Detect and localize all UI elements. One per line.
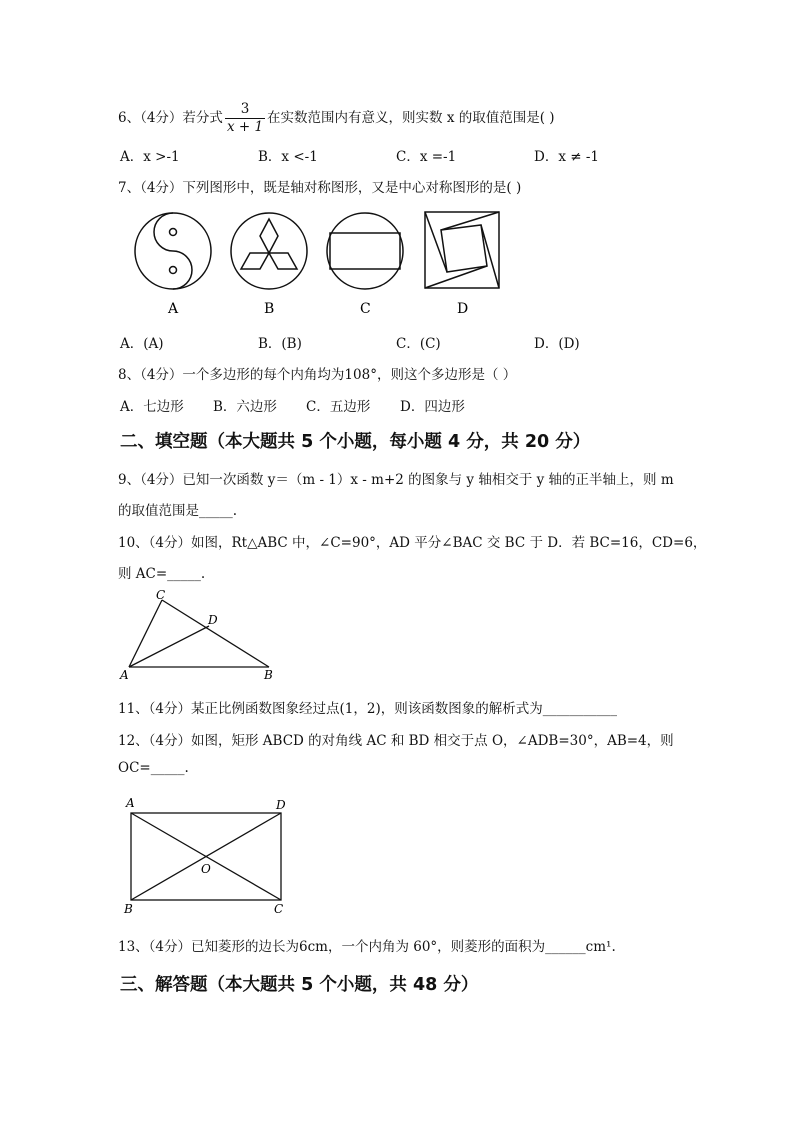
q6-option-c: C．x =-1 xyxy=(396,149,457,165)
q6-option-a: A．x >-1 xyxy=(120,149,180,165)
fraction xyxy=(225,101,265,136)
q7-option-a: A．(A) xyxy=(120,336,164,352)
q7-option-c: C．(C) xyxy=(396,336,441,352)
question-13: 13、（4分）已知菱形的边长为6cm，一个内角为 60°，则菱形的面积为______cm¹. xyxy=(118,939,616,955)
question-11: 11、（4分）某正比例函数图象经过点(1，2)，则该函数图象的解析式为___________ xyxy=(118,701,617,717)
question-6 xyxy=(118,101,555,136)
q7-option-b: B．(B) xyxy=(258,336,302,352)
label-d: D xyxy=(276,798,286,812)
figure-c-rectangle-in-circle xyxy=(327,213,403,289)
figure-label-c: C xyxy=(360,301,371,317)
question-10-line2: 则 AC=_____. xyxy=(118,566,206,582)
question-10-line1: 10、（4分）如图，Rt△ABC 中，∠C=90°，AD 平分∠BAC 交 BC 于 D．若 BC=16，CD=6， xyxy=(118,535,707,551)
q6-option-d: D．x ≠ -1 xyxy=(534,149,599,165)
question-9-line2: 的取值范围是_____. xyxy=(118,503,238,519)
label-a: A xyxy=(126,796,135,810)
fraction-numerator: 3 xyxy=(225,101,265,119)
q7-figures xyxy=(125,205,515,320)
figure-d-nested-squares xyxy=(425,212,499,288)
q6-option-b: B．x <-1 xyxy=(258,149,318,165)
q10-triangle-figure xyxy=(118,588,278,683)
q7-option-d: D．(D) xyxy=(534,336,580,352)
section-3-heading: 三、解答题（本大题共 5 个小题，共 48 分） xyxy=(120,975,479,995)
label-c: C xyxy=(156,588,166,602)
question-6-suffix: 在实数范围内有意义，则实数 x 的取值范围是( ) xyxy=(267,110,555,126)
label-o: O xyxy=(201,862,211,876)
question-6-prefix: 6、（4分）若分式 xyxy=(118,110,223,126)
q8-option-c: C．五边形 xyxy=(306,399,371,415)
figure-label-d: D xyxy=(457,301,469,317)
question-9-line1: 9、（4分）已知一次函数 y＝（m - 1）x - m+2 的图象与 y 轴相交于 y 轴的正半轴上，则 m xyxy=(118,472,674,488)
side-cb xyxy=(162,600,269,667)
label-a: A xyxy=(120,668,129,682)
figure-b-three-rhombi xyxy=(231,213,307,289)
question-7: 7、（4分）下列图形中，既是轴对称图形，又是中心对称图形的是( ) xyxy=(118,180,522,196)
question-8: 8、（4分）一个多边形的每个内角均为108°，则这个多边形是（ ） xyxy=(118,367,517,383)
figure-label-a: A xyxy=(168,301,179,317)
q8-option-b: B．六边形 xyxy=(213,399,277,415)
label-d: D xyxy=(208,613,218,627)
bisector-ad xyxy=(129,626,209,667)
fraction-denominator: x + 1 xyxy=(226,119,264,135)
figure-a-yin-yang xyxy=(135,213,211,289)
question-12-line2: OC=_____. xyxy=(118,760,189,776)
side-ac xyxy=(129,600,162,667)
q8-option-d: D．四边形 xyxy=(400,399,465,415)
question-12-line1: 12、（4分）如图，矩形 ABCD 的对角线 AC 和 BD 相交于点 O，∠ADB=30°，AB=4，则 xyxy=(118,733,674,749)
q8-option-a: A．七边形 xyxy=(120,399,184,415)
label-c: C xyxy=(274,902,284,916)
q12-rectangle-figure xyxy=(118,792,303,922)
label-b: B xyxy=(124,902,133,916)
section-2-heading: 二、填空题（本大题共 5 个小题，每小题 4 分，共 20 分） xyxy=(120,432,591,452)
figure-label-b: B xyxy=(264,301,275,317)
label-b: B xyxy=(264,668,273,682)
